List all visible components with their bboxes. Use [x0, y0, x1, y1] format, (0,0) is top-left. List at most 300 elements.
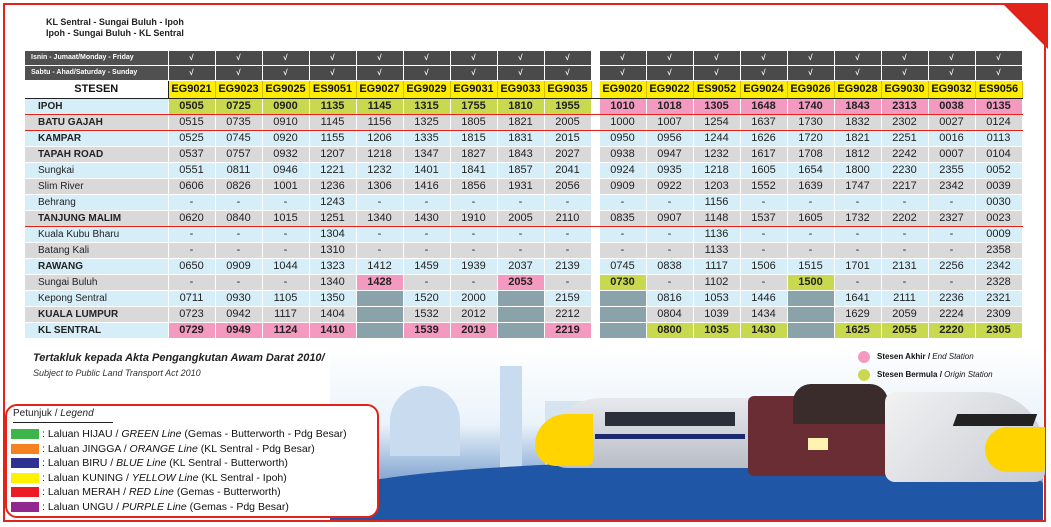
departure-time: 0711 [168, 291, 215, 307]
departure-time: 0804 [646, 307, 693, 323]
departure-time: 2212 [544, 307, 591, 323]
departure-time: 0551 [168, 163, 215, 179]
train-number-eg9035: EG9035 [544, 81, 591, 99]
legend-color-swatch [11, 473, 39, 483]
departure-time: 1810 [497, 99, 544, 115]
departure-time: 1827 [450, 147, 497, 163]
departure-time: - [215, 275, 262, 291]
departure-time: 1755 [450, 99, 497, 115]
departure-time: - [928, 195, 975, 211]
departure-time: - [262, 275, 309, 291]
departure-time: 0745 [215, 131, 262, 147]
departure-time: 1857 [497, 163, 544, 179]
operation-check-mark: √ [262, 66, 309, 81]
departure-time: 0922 [646, 179, 693, 195]
departure-time: 1145 [309, 115, 356, 131]
departure-time: - [450, 243, 497, 259]
departure-time: - [928, 243, 975, 259]
operation-check-mark: √ [168, 66, 215, 81]
departure-time: 0920 [262, 131, 309, 147]
departure-time: 1347 [403, 147, 450, 163]
legend-line-malay: : Laluan MERAH / [42, 486, 129, 498]
line-legend [5, 404, 379, 518]
legend-line-route: (Gemas - Butterworth - Pdg Besar) [181, 428, 347, 440]
departure-time: 0950 [599, 131, 646, 147]
departure-time: 1310 [309, 243, 356, 259]
station-name: IPOH [25, 99, 168, 115]
departure-time: 1800 [834, 163, 881, 179]
legend-color-swatch [11, 487, 39, 497]
operation-check-mark: √ [881, 51, 928, 66]
departure-time: 1000 [599, 115, 646, 131]
ets-train-illustration [535, 392, 765, 480]
departure-time: 2005 [497, 211, 544, 227]
departure-time: 1805 [450, 115, 497, 131]
departure-time: - [497, 195, 544, 211]
column-gap [591, 243, 599, 259]
train-number-eg9028: EG9028 [834, 81, 881, 99]
departure-time: 1001 [262, 179, 309, 195]
departure-time: 1701 [834, 259, 881, 275]
departure-time: 0826 [215, 179, 262, 195]
departure-time: 1931 [497, 179, 544, 195]
departure-time: 0515 [168, 115, 215, 131]
legend-item [11, 502, 289, 513]
train-number-eg9025: EG9025 [262, 81, 309, 99]
departure-time: - [740, 195, 787, 211]
departure-time: 2027 [544, 147, 591, 163]
departure-time: 0104 [975, 147, 1022, 163]
column-gap [591, 66, 599, 81]
departure-time [356, 291, 403, 307]
operation-check-mark: √ [834, 66, 881, 81]
origin-station-dot-icon [857, 368, 871, 382]
act-notice-malay: Tertakluk kepada Akta Pengangkutan Awam Darat 2010/ [33, 352, 325, 364]
legend-color-swatch [11, 458, 39, 468]
operation-check-mark: √ [356, 51, 403, 66]
departure-time [787, 291, 834, 307]
departure-time: 1416 [403, 179, 450, 195]
departure-time: 1434 [740, 307, 787, 323]
operation-check-mark: √ [403, 66, 450, 81]
departure-time: - [740, 243, 787, 259]
departure-time: 2328 [975, 275, 1022, 291]
departure-time: - [834, 243, 881, 259]
departure-time: - [881, 243, 928, 259]
train-number-eg9024: EG9024 [740, 81, 787, 99]
column-gap [591, 147, 599, 163]
departure-time: 1145 [356, 99, 403, 115]
departure-time: - [497, 227, 544, 243]
departure-time: 1410 [309, 323, 356, 339]
departure-time [497, 323, 544, 339]
station-row [25, 275, 1022, 291]
departure-time: 0909 [215, 259, 262, 275]
column-gap [591, 323, 599, 339]
legend-line-malay: : Laluan BIRU / [42, 457, 117, 469]
departure-time: - [215, 243, 262, 259]
legend-title [13, 408, 94, 419]
departure-time: 1401 [403, 163, 450, 179]
departure-time: 0946 [262, 163, 309, 179]
end-station-dot-icon [857, 350, 871, 364]
operation-check-mark: √ [403, 51, 450, 66]
departure-time [356, 323, 403, 339]
column-gap [591, 99, 599, 115]
departure-time: 1133 [693, 243, 740, 259]
departure-time: 1720 [787, 131, 834, 147]
departure-time: 1323 [309, 259, 356, 275]
departure-time: 1641 [834, 291, 881, 307]
departure-time: - [646, 243, 693, 259]
departure-time: 1340 [309, 275, 356, 291]
departure-time: 2256 [928, 259, 975, 275]
departure-time: - [356, 243, 403, 259]
departure-time: 0009 [975, 227, 1022, 243]
departure-time: - [544, 195, 591, 211]
station-name: BATU GAJAH [25, 115, 168, 131]
departure-time: 1955 [544, 99, 591, 115]
departure-time: 2056 [544, 179, 591, 195]
departure-time: 1812 [834, 147, 881, 163]
departure-time: - [215, 195, 262, 211]
column-gap [591, 259, 599, 275]
operation-check-mark: √ [928, 66, 975, 81]
legend-line-english: BLUE Line [116, 457, 167, 469]
departure-time: - [215, 227, 262, 243]
departure-time: 2019 [450, 323, 497, 339]
station-row [25, 115, 1022, 131]
departure-time: 0124 [975, 115, 1022, 131]
departure-time: 1459 [403, 259, 450, 275]
station-row [25, 323, 1022, 339]
legend-line-route: (KL Sentral - Pdg Besar) [197, 442, 315, 455]
departure-time: 0838 [646, 259, 693, 275]
departure-time: 1626 [740, 131, 787, 147]
train-number-eg9021: EG9021 [168, 81, 215, 99]
station-name: Sungai Buluh [25, 275, 168, 291]
column-gap [591, 51, 599, 66]
train-number-eg9033: EG9033 [497, 81, 544, 99]
departure-time: 2355 [928, 163, 975, 179]
departure-time: 2012 [450, 307, 497, 323]
departure-time: 1306 [356, 179, 403, 195]
operation-label-weekend: Sabtu - Ahad/Saturday - Sunday [25, 66, 168, 81]
departure-time: - [168, 275, 215, 291]
departure-time: 1428 [356, 275, 403, 291]
station-name: TANJUNG MALIM [25, 211, 168, 227]
departure-time: 2321 [975, 291, 1022, 307]
departure-time: 1446 [740, 291, 787, 307]
station-row [25, 99, 1022, 115]
departure-time: 1315 [403, 99, 450, 115]
legend-color-swatch [11, 444, 39, 454]
operation-check-mark: √ [309, 66, 356, 81]
station-name: Batang Kali [25, 243, 168, 259]
operation-check-mark: √ [450, 51, 497, 66]
departure-time: 2305 [975, 323, 1022, 339]
station-name: Kepong Sentral [25, 291, 168, 307]
departure-time: 1732 [834, 211, 881, 227]
departure-time: 2342 [928, 179, 975, 195]
station-row [25, 179, 1022, 195]
station-name: KAMPAR [25, 131, 168, 147]
departure-time: 1007 [646, 115, 693, 131]
station-row [25, 211, 1022, 227]
departure-time: 1335 [403, 131, 450, 147]
route-title-line-2: Ipoh - Sungai Buluh - KL Sentral [46, 28, 184, 38]
departure-time: 1639 [787, 179, 834, 195]
departure-time: 0938 [599, 147, 646, 163]
departure-time: - [497, 243, 544, 259]
train-number-eg9026: EG9026 [787, 81, 834, 99]
departure-time: 0007 [928, 147, 975, 163]
origin-station-label-malay: Stesen Bermula / [877, 370, 945, 380]
departure-time: - [834, 275, 881, 291]
departure-time: - [740, 275, 787, 291]
departure-time: 1350 [309, 291, 356, 307]
train-number-eg9023: EG9023 [215, 81, 262, 99]
departure-time: 1124 [262, 323, 309, 339]
legend-line-english: PURPLE Line [121, 500, 187, 513]
departure-time: 2041 [544, 163, 591, 179]
departure-time: 1010 [599, 99, 646, 115]
departure-time: 1244 [693, 131, 740, 147]
departure-time: 2059 [881, 307, 928, 323]
train-number-es9051: ES9051 [309, 81, 356, 99]
train-number-eg9029: EG9029 [403, 81, 450, 99]
column-gap [591, 227, 599, 243]
departure-time: 1105 [262, 291, 309, 307]
departure-time: 1404 [309, 307, 356, 323]
train-number-es9056: ES9056 [975, 81, 1022, 99]
departure-time: - [403, 227, 450, 243]
operation-check-mark: √ [740, 66, 787, 81]
legend-title-english: Legend [60, 408, 94, 419]
column-gap [591, 131, 599, 147]
station-column-header: STESEN [25, 81, 168, 99]
operation-check-mark: √ [450, 66, 497, 81]
operation-check-mark: √ [215, 66, 262, 81]
departure-time: - [450, 227, 497, 243]
legend-line-route: (KL Sentral - Ipoh) [198, 471, 287, 484]
legend-item [11, 473, 287, 484]
departure-time: 1015 [262, 211, 309, 227]
origin-station-key [857, 368, 993, 382]
legend-line-english: YELLOW Line [131, 471, 199, 484]
operation-check-mark: √ [740, 51, 787, 66]
departure-time: 1243 [309, 195, 356, 211]
operation-check-mark: √ [544, 51, 591, 66]
departure-time: 0816 [646, 291, 693, 307]
departure-time: 1832 [834, 115, 881, 131]
departure-time: 1206 [356, 131, 403, 147]
train-number-es9052: ES9052 [693, 81, 740, 99]
train-number-eg9027: EG9027 [356, 81, 403, 99]
departure-time: 1537 [740, 211, 787, 227]
departure-time: 1207 [309, 147, 356, 163]
departure-time: 2342 [975, 259, 1022, 275]
departure-time: 1841 [450, 163, 497, 179]
departure-time: 0735 [215, 115, 262, 131]
departure-time: - [881, 195, 928, 211]
station-name: KL SENTRAL [25, 323, 168, 339]
departure-time: 1843 [834, 99, 881, 115]
departure-time: 1856 [450, 179, 497, 195]
departure-time: 2230 [881, 163, 928, 179]
departure-time: - [544, 275, 591, 291]
legend-line-english: RED Line [128, 486, 174, 498]
operation-check-mark: √ [646, 51, 693, 66]
operation-check-mark: √ [928, 51, 975, 66]
departure-time: 0811 [215, 163, 262, 179]
operation-row-weekend [25, 66, 1022, 81]
departure-time: - [403, 275, 450, 291]
column-gap [591, 115, 599, 131]
departure-time: 2000 [450, 291, 497, 307]
departure-time: - [599, 243, 646, 259]
operation-check-mark: √ [646, 66, 693, 81]
legend-line-malay: : Laluan JINGGA / [42, 442, 130, 455]
departure-time: 1747 [834, 179, 881, 195]
station-row [25, 195, 1022, 211]
column-gap [591, 195, 599, 211]
departure-time: 2110 [544, 211, 591, 227]
tower-shape [500, 366, 522, 476]
departure-time: 2242 [881, 147, 928, 163]
timetable [25, 51, 1023, 339]
route-title-line-1: KL Sentral - Sungai Buluh - Ipoh [46, 17, 184, 27]
legend-line-malay: : Laluan UNGU / [42, 500, 122, 513]
departure-time: 1304 [309, 227, 356, 243]
mosque-dome-shape [390, 386, 460, 456]
departure-time [599, 307, 646, 323]
station-row [25, 259, 1022, 275]
train-number-eg9030: EG9030 [881, 81, 928, 99]
departure-time: 0030 [975, 195, 1022, 211]
departure-time: - [881, 227, 928, 243]
departure-time: 2055 [881, 323, 928, 339]
departure-time: 1155 [309, 131, 356, 147]
departure-time: 0113 [975, 131, 1022, 147]
departure-time: 0135 [975, 99, 1022, 115]
station-name: Sungkai [25, 163, 168, 179]
departure-time: 1232 [693, 147, 740, 163]
operation-check-mark: √ [168, 51, 215, 66]
departure-time: - [168, 243, 215, 259]
station-name: KUALA LUMPUR [25, 307, 168, 323]
legend-line-malay: : Laluan HIJAU / [42, 428, 122, 440]
column-gap [591, 81, 599, 99]
departure-time: 0947 [646, 147, 693, 163]
ets-train-front-illustration [885, 382, 1045, 492]
departure-time: 1629 [834, 307, 881, 323]
departure-time: 0909 [599, 179, 646, 195]
departure-time: 1039 [693, 307, 740, 323]
departure-time: - [168, 195, 215, 211]
departure-time: 1305 [693, 99, 740, 115]
departure-time: 1939 [450, 259, 497, 275]
operation-row-weekday [25, 51, 1022, 66]
station-row [25, 291, 1022, 307]
departure-time: 0027 [928, 115, 975, 131]
legend-line-english: ORANGE Line [129, 442, 198, 455]
departure-time: 1117 [693, 259, 740, 275]
departure-time: 1821 [497, 115, 544, 131]
operation-check-mark: √ [787, 66, 834, 81]
departure-time: 2309 [975, 307, 1022, 323]
operation-check-mark: √ [356, 66, 403, 81]
legend-color-swatch [11, 502, 39, 512]
departure-time: 1843 [497, 147, 544, 163]
locomotive-illustration [748, 376, 898, 484]
station-row [25, 243, 1022, 259]
departure-time: 1500 [787, 275, 834, 291]
departure-time: 1506 [740, 259, 787, 275]
route-title [46, 17, 184, 39]
departure-time: - [928, 227, 975, 243]
departure-time: 1251 [309, 211, 356, 227]
departure-time: 2202 [881, 211, 928, 227]
legend-title-underline [13, 422, 113, 423]
departure-time: 1821 [834, 131, 881, 147]
column-gap [591, 291, 599, 307]
corner-decoration [1002, 3, 1048, 49]
operation-check-mark: √ [497, 51, 544, 66]
legend-line-route: (Gemas - Pdg Besar) [186, 500, 289, 513]
operation-check-mark: √ [544, 66, 591, 81]
departure-time: 1648 [740, 99, 787, 115]
departure-time [356, 307, 403, 323]
departure-time: 1515 [787, 259, 834, 275]
departure-time: - [599, 227, 646, 243]
departure-time: 1605 [740, 163, 787, 179]
legend-title-malay: Petunjuk / [13, 408, 61, 419]
departure-time: - [787, 227, 834, 243]
departure-time: 2358 [975, 243, 1022, 259]
departure-time: - [834, 195, 881, 211]
legend-line-route: (Gemas - Butterworth) [173, 486, 281, 498]
departure-time: 0537 [168, 147, 215, 163]
departure-time: 1156 [693, 195, 740, 211]
station-name: Kuala Kubu Bharu [25, 227, 168, 243]
departure-time: - [740, 227, 787, 243]
departure-time: 0725 [215, 99, 262, 115]
operation-label-weekday: Isnin - Jumaat/Monday - Friday [25, 51, 168, 66]
departure-time: 2037 [497, 259, 544, 275]
departure-time: 1815 [450, 131, 497, 147]
departure-time: 1532 [403, 307, 450, 323]
departure-time: 0930 [215, 291, 262, 307]
departure-time: 1637 [740, 115, 787, 131]
station-row [25, 131, 1022, 147]
departure-time: 0038 [928, 99, 975, 115]
departure-time: - [356, 227, 403, 243]
departure-time: - [787, 195, 834, 211]
station-row [25, 147, 1022, 163]
departure-time: 1018 [646, 99, 693, 115]
departure-time: - [168, 227, 215, 243]
legend-item [11, 458, 288, 469]
operation-check-mark: √ [787, 51, 834, 66]
departure-time: 0910 [262, 115, 309, 131]
departure-time: 0907 [646, 211, 693, 227]
train-number-eg9032: EG9032 [928, 81, 975, 99]
departure-time: 0620 [168, 211, 215, 227]
departure-time: - [262, 243, 309, 259]
station-row [25, 163, 1022, 179]
operation-check-mark: √ [834, 51, 881, 66]
